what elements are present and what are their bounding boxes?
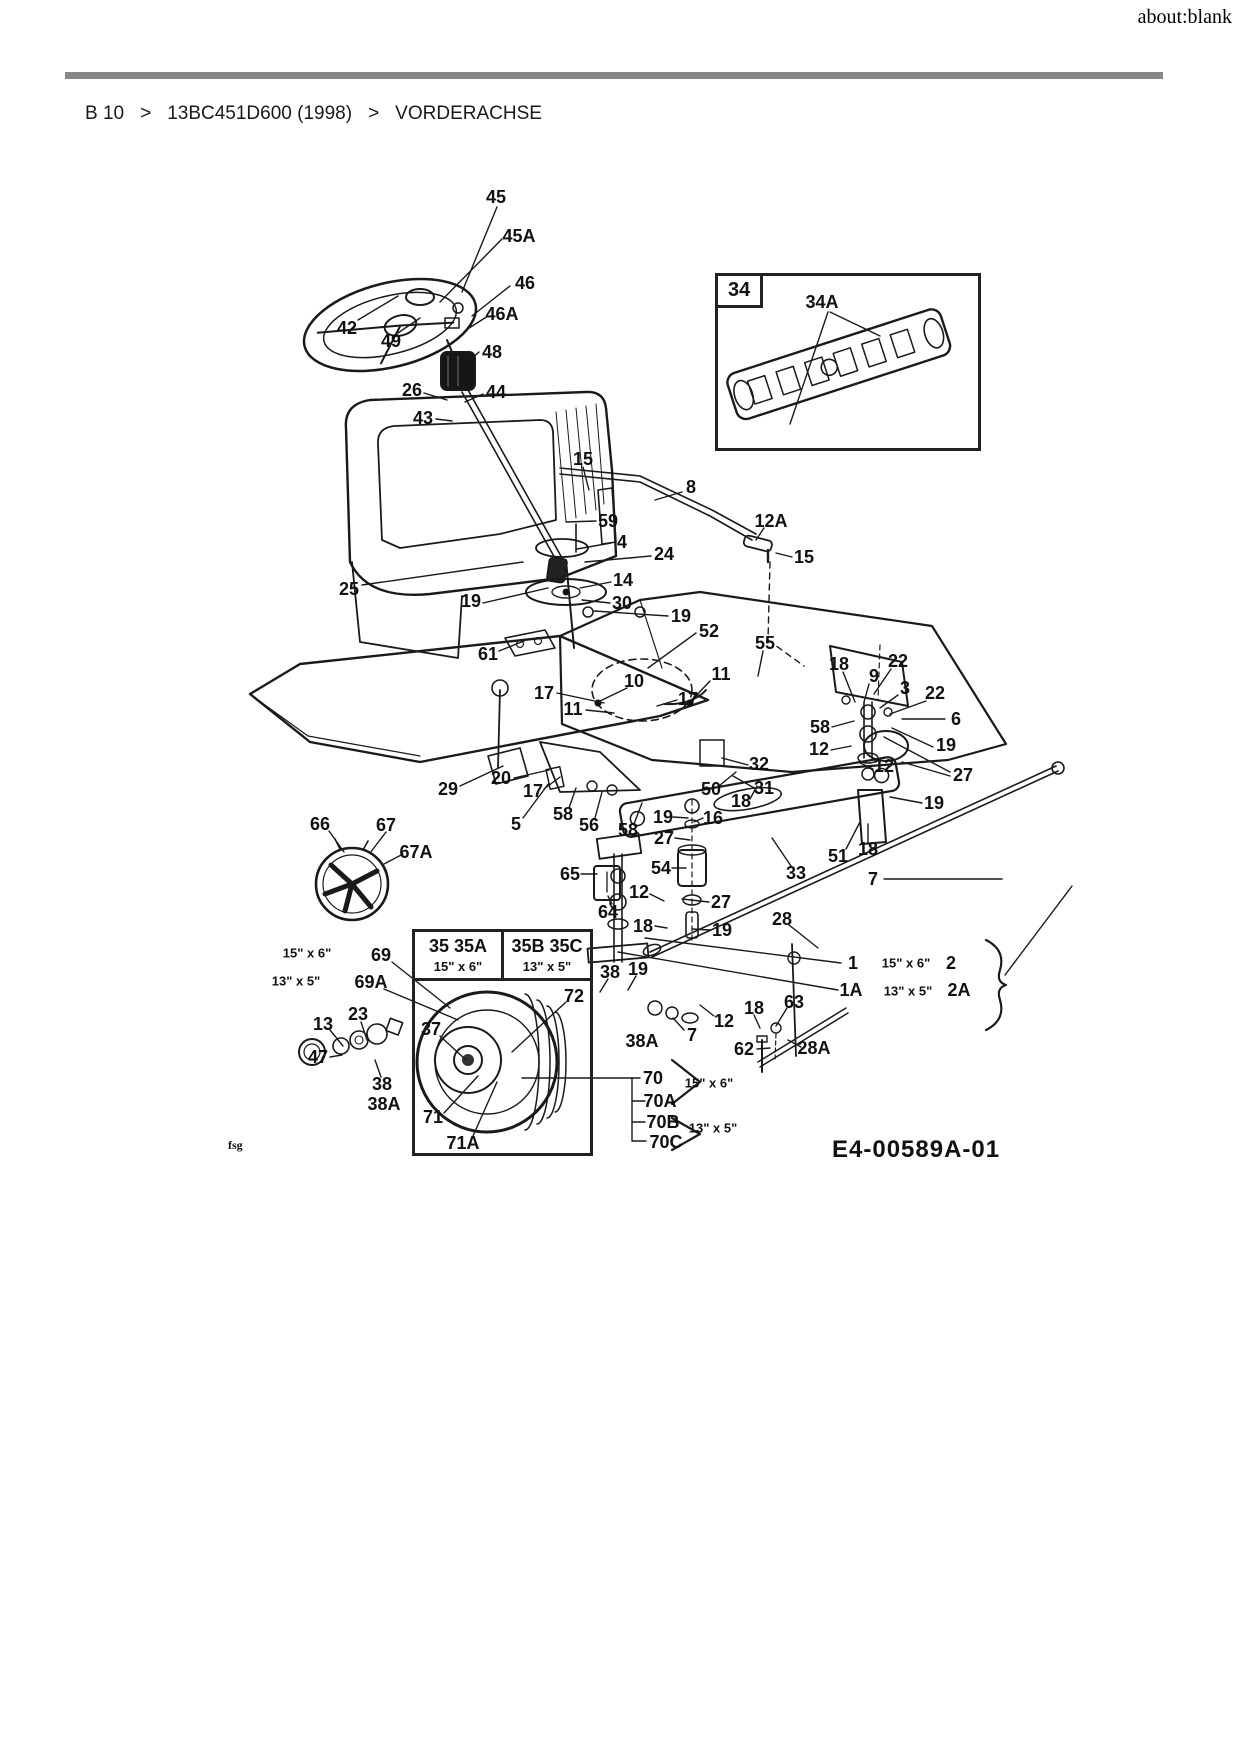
part-label: 12 xyxy=(628,882,650,902)
part-label: 34A xyxy=(805,292,839,312)
part-label: 46 xyxy=(514,273,536,293)
part-label: 66 xyxy=(309,814,331,834)
part-label: 18 xyxy=(743,998,765,1018)
part-label: 69A xyxy=(354,972,388,992)
part-label: 19 xyxy=(460,591,482,611)
part-label: 52 xyxy=(698,621,720,641)
part-label: 11 xyxy=(711,664,731,684)
part-label: 56 xyxy=(578,815,600,835)
part-label: 13" x 5" xyxy=(688,1120,738,1136)
part-label: 12 xyxy=(808,739,830,759)
part-label: 70C xyxy=(649,1132,683,1152)
part-label: 55 xyxy=(754,633,776,653)
part-label: 45A xyxy=(502,226,536,246)
part-label: 18 xyxy=(632,916,654,936)
part-label: 70B xyxy=(646,1112,680,1132)
part-label: 19 xyxy=(935,735,957,755)
part-label: 28 xyxy=(771,909,793,929)
wheel-size-col2-parts: 35B 35C xyxy=(511,936,583,956)
part-label: 18 xyxy=(828,654,850,674)
part-label: 1 xyxy=(847,953,859,973)
watermark-text: fsg xyxy=(228,1138,243,1152)
part-label: 31 xyxy=(753,778,775,798)
part-label: 25 xyxy=(338,579,360,599)
part-label: 22 xyxy=(924,683,946,703)
part-label: 63 xyxy=(783,992,805,1012)
part-label: 16 xyxy=(702,808,724,828)
part-label: 45 xyxy=(485,187,507,207)
part-label: 10 xyxy=(623,671,645,691)
part-label: 15" x 6" xyxy=(881,955,931,971)
part-label: 5 xyxy=(510,814,522,834)
part-label: 33 xyxy=(785,863,807,883)
part-label: 67 xyxy=(375,815,397,835)
part-label: 58 xyxy=(617,820,639,840)
part-label: 18 xyxy=(857,839,879,859)
part-label: 54 xyxy=(650,858,672,878)
part-label: 65 xyxy=(559,864,581,884)
part-label: 7 xyxy=(686,1025,698,1045)
breadcrumb-model[interactable]: B 10 xyxy=(85,103,125,124)
part-label: 27 xyxy=(952,765,974,785)
part-label: 11 xyxy=(563,699,583,719)
part-label: 44 xyxy=(485,382,507,402)
part-label: 13" x 5" xyxy=(883,983,933,999)
part-label: 38A xyxy=(367,1094,401,1114)
part-label: 19 xyxy=(652,807,674,827)
figure-code: E4-00589A-01 xyxy=(832,1136,1001,1163)
part-label: 12A xyxy=(754,511,788,531)
wheel-size-col-2 xyxy=(504,932,590,978)
part-label: 59 xyxy=(597,511,619,531)
part-label: 12 xyxy=(713,1011,735,1031)
part-label: 32 xyxy=(748,754,770,774)
part-label: 14 xyxy=(612,570,634,590)
wheel-size-col1-size: 15" x 6" xyxy=(433,959,483,974)
wheel-size-col2-size: 13" x 5" xyxy=(522,959,572,974)
part-label: 27 xyxy=(653,828,675,848)
part-label: 19 xyxy=(711,920,733,940)
part-label: 26 xyxy=(401,380,423,400)
part-label: 28A xyxy=(797,1038,831,1058)
part-label: 48 xyxy=(481,342,503,362)
part-label: 72 xyxy=(563,986,585,1006)
part-label: 47 xyxy=(307,1047,329,1067)
part-label: 19 xyxy=(923,793,945,813)
part-label: 17 xyxy=(533,683,555,703)
part-label: 38 xyxy=(599,962,621,982)
part-label: 17 xyxy=(522,781,544,801)
wheel-size-col-1 xyxy=(415,932,504,978)
part-label: 20 xyxy=(490,768,512,788)
part-label: 46A xyxy=(485,304,519,324)
part-label: 22 xyxy=(887,651,909,671)
part-label: 42 xyxy=(336,318,358,338)
part-label: 64 xyxy=(597,902,619,922)
part-label: 17 xyxy=(677,689,699,709)
breadcrumb-section: VORDERACHSE xyxy=(395,103,542,124)
wheel-size-col1-parts: 35 35A xyxy=(428,936,488,956)
part-label: 50 xyxy=(700,779,722,799)
part-label: 9 xyxy=(868,666,880,686)
part-label: 7 xyxy=(867,869,879,889)
part-label: 69 xyxy=(370,945,392,965)
part-label: 38 xyxy=(371,1074,393,1094)
part-label: 13 xyxy=(312,1014,334,1034)
part-label: 71 xyxy=(422,1107,444,1127)
part-label: 12 xyxy=(873,756,895,776)
part-label: 61 xyxy=(477,644,499,664)
part-label: 58 xyxy=(809,717,831,737)
part-label: 15" x 6" xyxy=(282,945,332,961)
part-label: 27 xyxy=(710,892,732,912)
wheel-size-table xyxy=(415,932,590,981)
part-label: 23 xyxy=(347,1004,369,1024)
part-label: 70A xyxy=(643,1091,677,1111)
part-label: 15" x 6" xyxy=(684,1075,734,1091)
part-label: 38A xyxy=(625,1031,659,1051)
part-label: 2A xyxy=(947,980,971,1000)
part-label: 29 xyxy=(437,779,459,799)
part-label: 51 xyxy=(827,846,849,866)
breadcrumb-article[interactable]: 13BC451D600 (1998) xyxy=(167,103,353,124)
browser-page-header: about:blank xyxy=(1137,6,1232,28)
inset-axle-box xyxy=(715,273,981,451)
part-label: 58 xyxy=(552,804,574,824)
part-label: 62 xyxy=(733,1039,755,1059)
part-label: 24 xyxy=(653,544,675,564)
part-label: 49 xyxy=(380,331,402,351)
part-label: 71A xyxy=(446,1133,480,1153)
part-label: 3 xyxy=(899,678,911,698)
breadcrumb-separator: > xyxy=(368,103,380,124)
part-label: 37 xyxy=(420,1019,442,1039)
part-label: 30 xyxy=(611,593,633,613)
part-label: 2 xyxy=(945,953,957,973)
part-label: 70 xyxy=(642,1068,664,1088)
part-label: 18 xyxy=(730,791,752,811)
part-label: 15 xyxy=(572,449,594,469)
part-label: 4 xyxy=(616,532,628,552)
part-label: 6 xyxy=(950,709,962,729)
part-label: 19 xyxy=(627,959,649,979)
part-label: 8 xyxy=(685,477,697,497)
part-label: 15 xyxy=(793,547,815,567)
part-label: 19 xyxy=(670,606,692,626)
breadcrumb-separator: > xyxy=(140,103,152,124)
part-label: 1A xyxy=(839,980,863,1000)
inset-box-label: 34 xyxy=(715,273,763,308)
part-label: 13" x 5" xyxy=(271,973,321,989)
part-label: 67A xyxy=(399,842,433,862)
part-label: 43 xyxy=(412,408,434,428)
